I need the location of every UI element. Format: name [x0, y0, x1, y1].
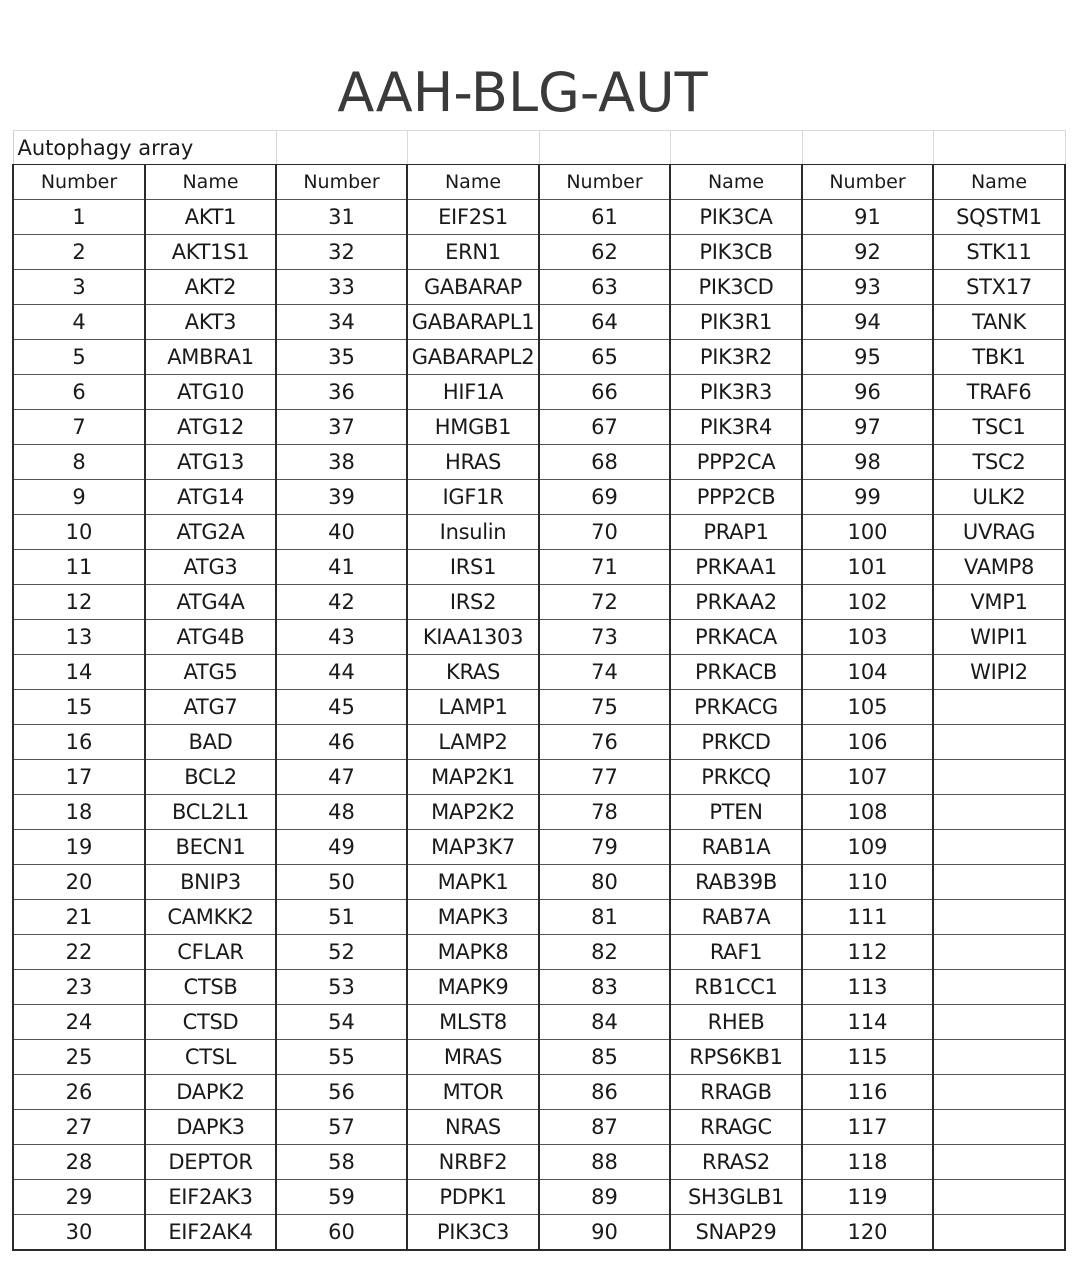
gene-name-cell [933, 1110, 1065, 1145]
number-cell: 16 [13, 725, 145, 760]
gene-name-cell: Insulin [407, 515, 539, 550]
gene-name-cell: EIF2S1 [407, 200, 539, 235]
gene-name-cell: RAB39B [670, 865, 802, 900]
gene-name-cell: PIK3CD [670, 270, 802, 305]
table-row [13, 970, 1065, 1005]
caption-empty-cell [276, 131, 407, 165]
gene-name-cell: PRAP1 [670, 515, 802, 550]
number-cell: 61 [539, 200, 670, 235]
table-row [13, 830, 1065, 865]
table-row [13, 1180, 1065, 1215]
number-cell: 97 [802, 410, 933, 445]
gene-name-cell: PIK3C3 [407, 1215, 539, 1251]
table-row [13, 865, 1065, 900]
column-header-number: Number [13, 165, 145, 200]
number-cell: 2 [13, 235, 145, 270]
page-title: AAH-BLG-AUT [337, 61, 708, 124]
table-row [13, 1145, 1065, 1180]
number-cell: 54 [276, 1005, 407, 1040]
gene-name-cell: IRS2 [407, 585, 539, 620]
gene-name-cell: EIF2AK3 [145, 1180, 276, 1215]
gene-name-cell: DAPK2 [145, 1075, 276, 1110]
caption-empty-cell [407, 131, 539, 165]
gene-name-cell: GABARAPL2 [407, 340, 539, 375]
number-cell: 94 [802, 305, 933, 340]
table-row [13, 235, 1065, 270]
number-cell: 99 [802, 480, 933, 515]
table-row [13, 305, 1065, 340]
gene-name-cell: CAMKK2 [145, 900, 276, 935]
gene-name-cell [933, 690, 1065, 725]
gene-name-cell: GABARAP [407, 270, 539, 305]
gene-name-cell: PRKCD [670, 725, 802, 760]
table-row [13, 795, 1065, 830]
gene-name-cell: MAPK9 [407, 970, 539, 1005]
number-cell: 43 [276, 620, 407, 655]
number-cell: 19 [13, 830, 145, 865]
number-cell: 23 [13, 970, 145, 1005]
gene-name-cell: BNIP3 [145, 865, 276, 900]
gene-name-cell: STK11 [933, 235, 1065, 270]
number-cell: 9 [13, 480, 145, 515]
gene-name-cell: UVRAG [933, 515, 1065, 550]
number-cell: 118 [802, 1145, 933, 1180]
number-cell: 80 [539, 865, 670, 900]
number-cell: 82 [539, 935, 670, 970]
gene-name-cell: TSC2 [933, 445, 1065, 480]
number-cell: 88 [539, 1145, 670, 1180]
gene-name-cell: BCL2 [145, 760, 276, 795]
table-row [13, 620, 1065, 655]
number-cell: 106 [802, 725, 933, 760]
number-cell: 111 [802, 900, 933, 935]
gene-name-cell: BECN1 [145, 830, 276, 865]
number-cell: 68 [539, 445, 670, 480]
gene-name-cell: IGF1R [407, 480, 539, 515]
number-cell: 1 [13, 200, 145, 235]
number-cell: 25 [13, 1040, 145, 1075]
gene-name-cell: TRAF6 [933, 375, 1065, 410]
table-row [13, 515, 1065, 550]
column-header-number: Number [276, 165, 407, 200]
number-cell: 45 [276, 690, 407, 725]
gene-name-cell: SH3GLB1 [670, 1180, 802, 1215]
number-cell: 63 [539, 270, 670, 305]
gene-name-cell: RAF1 [670, 935, 802, 970]
number-cell: 115 [802, 1040, 933, 1075]
gene-name-cell: ATG4A [145, 585, 276, 620]
number-cell: 33 [276, 270, 407, 305]
number-cell: 71 [539, 550, 670, 585]
gene-name-cell: PIK3CB [670, 235, 802, 270]
number-cell: 64 [539, 305, 670, 340]
gene-name-cell: PTEN [670, 795, 802, 830]
number-cell: 57 [276, 1110, 407, 1145]
number-cell: 8 [13, 445, 145, 480]
gene-name-cell: EIF2AK4 [145, 1215, 276, 1251]
caption-empty-cell [670, 131, 802, 165]
number-cell: 11 [13, 550, 145, 585]
number-cell: 90 [539, 1215, 670, 1251]
gene-name-cell: IRS1 [407, 550, 539, 585]
gene-name-cell: KIAA1303 [407, 620, 539, 655]
table-row [13, 445, 1065, 480]
gene-name-cell [933, 900, 1065, 935]
gene-name-cell: MTOR [407, 1075, 539, 1110]
gene-name-cell: RHEB [670, 1005, 802, 1040]
number-cell: 51 [276, 900, 407, 935]
number-cell: 48 [276, 795, 407, 830]
table-row [13, 340, 1065, 375]
gene-name-cell: HMGB1 [407, 410, 539, 445]
gene-name-cell: CTSL [145, 1040, 276, 1075]
number-cell: 47 [276, 760, 407, 795]
gene-name-cell: MAP2K2 [407, 795, 539, 830]
gene-name-cell: MLST8 [407, 1005, 539, 1040]
number-cell: 17 [13, 760, 145, 795]
gene-name-cell: AKT1S1 [145, 235, 276, 270]
table-caption: Autophagy array [13, 131, 276, 165]
column-header-name: Name [145, 165, 276, 200]
number-cell: 38 [276, 445, 407, 480]
gene-name-cell: PRKCQ [670, 760, 802, 795]
column-header-name: Name [407, 165, 539, 200]
number-cell: 22 [13, 935, 145, 970]
number-cell: 74 [539, 655, 670, 690]
number-cell: 72 [539, 585, 670, 620]
column-header-number: Number [539, 165, 670, 200]
gene-name-cell: BAD [145, 725, 276, 760]
gene-name-cell: PIK3R4 [670, 410, 802, 445]
number-cell: 46 [276, 725, 407, 760]
number-cell: 32 [276, 235, 407, 270]
gene-name-cell: PRKACG [670, 690, 802, 725]
gene-name-cell: PDPK1 [407, 1180, 539, 1215]
number-cell: 36 [276, 375, 407, 410]
number-cell: 13 [13, 620, 145, 655]
number-cell: 42 [276, 585, 407, 620]
gene-name-cell: ATG5 [145, 655, 276, 690]
gene-name-cell: MAPK8 [407, 935, 539, 970]
gene-name-cell: PRKACA [670, 620, 802, 655]
number-cell: 15 [13, 690, 145, 725]
number-cell: 5 [13, 340, 145, 375]
gene-name-cell: PIK3R1 [670, 305, 802, 340]
gene-name-cell: WIPI2 [933, 655, 1065, 690]
number-cell: 44 [276, 655, 407, 690]
number-cell: 49 [276, 830, 407, 865]
number-cell: 113 [802, 970, 933, 1005]
gene-name-cell: ATG14 [145, 480, 276, 515]
gene-name-cell: RRAS2 [670, 1145, 802, 1180]
number-cell: 117 [802, 1110, 933, 1145]
gene-name-cell: VMP1 [933, 585, 1065, 620]
gene-name-cell [933, 1145, 1065, 1180]
caption-empty-cell [539, 131, 670, 165]
gene-name-cell: AKT2 [145, 270, 276, 305]
table-row [13, 1215, 1065, 1251]
number-cell: 103 [802, 620, 933, 655]
table-row [13, 1040, 1065, 1075]
gene-name-cell: RPS6KB1 [670, 1040, 802, 1075]
gene-name-cell: LAMP2 [407, 725, 539, 760]
number-cell: 95 [802, 340, 933, 375]
header-row [13, 165, 1065, 200]
gene-name-cell: PRKAA2 [670, 585, 802, 620]
gene-name-cell: MAPK3 [407, 900, 539, 935]
number-cell: 112 [802, 935, 933, 970]
number-cell: 24 [13, 1005, 145, 1040]
table-row [13, 760, 1065, 795]
table-row [13, 200, 1065, 235]
caption-empty-cell [802, 131, 933, 165]
caption-row [13, 131, 1065, 165]
gene-name-cell: RAB7A [670, 900, 802, 935]
table-row [13, 270, 1065, 305]
gene-name-cell: TANK [933, 305, 1065, 340]
gene-name-cell: ATG13 [145, 445, 276, 480]
number-cell: 100 [802, 515, 933, 550]
number-cell: 41 [276, 550, 407, 585]
number-cell: 93 [802, 270, 933, 305]
number-cell: 104 [802, 655, 933, 690]
number-cell: 102 [802, 585, 933, 620]
number-cell: 62 [539, 235, 670, 270]
gene-name-cell [933, 1040, 1065, 1075]
gene-name-cell: AKT3 [145, 305, 276, 340]
gene-name-cell: RRAGC [670, 1110, 802, 1145]
table-row [13, 1110, 1065, 1145]
number-cell: 50 [276, 865, 407, 900]
number-cell: 10 [13, 515, 145, 550]
gene-name-cell: CTSB [145, 970, 276, 1005]
number-cell: 66 [539, 375, 670, 410]
gene-name-cell: CTSD [145, 1005, 276, 1040]
gene-name-cell: TSC1 [933, 410, 1065, 445]
number-cell: 85 [539, 1040, 670, 1075]
number-cell: 7 [13, 410, 145, 445]
gene-name-cell: ATG12 [145, 410, 276, 445]
number-cell: 91 [802, 200, 933, 235]
gene-name-cell: PRKAA1 [670, 550, 802, 585]
table-row [13, 900, 1065, 935]
number-cell: 114 [802, 1005, 933, 1040]
gene-name-cell: STX17 [933, 270, 1065, 305]
number-cell: 27 [13, 1110, 145, 1145]
gene-name-cell: KRAS [407, 655, 539, 690]
gene-name-cell [933, 1005, 1065, 1040]
number-cell: 58 [276, 1145, 407, 1180]
number-cell: 40 [276, 515, 407, 550]
gene-name-cell: HIF1A [407, 375, 539, 410]
number-cell: 81 [539, 900, 670, 935]
number-cell: 108 [802, 795, 933, 830]
gene-name-cell: ATG4B [145, 620, 276, 655]
gene-name-cell: ATG2A [145, 515, 276, 550]
number-cell: 69 [539, 480, 670, 515]
table-row [13, 690, 1065, 725]
number-cell: 92 [802, 235, 933, 270]
gene-name-cell [933, 865, 1065, 900]
column-header-name: Name [933, 165, 1065, 200]
number-cell: 70 [539, 515, 670, 550]
gene-name-cell: ATG7 [145, 690, 276, 725]
gene-name-cell [933, 830, 1065, 865]
gene-name-cell: ULK2 [933, 480, 1065, 515]
gene-name-cell: SQSTM1 [933, 200, 1065, 235]
gene-name-cell: ERN1 [407, 235, 539, 270]
number-cell: 6 [13, 375, 145, 410]
gene-name-cell: PPP2CB [670, 480, 802, 515]
table-row [13, 410, 1065, 445]
number-cell: 28 [13, 1145, 145, 1180]
gene-name-cell: ATG10 [145, 375, 276, 410]
number-cell: 79 [539, 830, 670, 865]
number-cell: 37 [276, 410, 407, 445]
gene-name-cell: RB1CC1 [670, 970, 802, 1005]
gene-name-cell [933, 1180, 1065, 1215]
table-row [13, 1075, 1065, 1110]
gene-name-cell: TBK1 [933, 340, 1065, 375]
gene-name-cell [933, 935, 1065, 970]
number-cell: 60 [276, 1215, 407, 1251]
gene-name-cell: GABARAPL1 [407, 305, 539, 340]
gene-name-cell: NRAS [407, 1110, 539, 1145]
gene-name-cell: PRKACB [670, 655, 802, 690]
gene-name-cell: PIK3R3 [670, 375, 802, 410]
gene-name-cell: CFLAR [145, 935, 276, 970]
number-cell: 96 [802, 375, 933, 410]
number-cell: 14 [13, 655, 145, 690]
number-cell: 87 [539, 1110, 670, 1145]
gene-name-cell [933, 1215, 1065, 1251]
gene-name-cell: PPP2CA [670, 445, 802, 480]
number-cell: 89 [539, 1180, 670, 1215]
number-cell: 30 [13, 1215, 145, 1251]
table-row [13, 480, 1065, 515]
number-cell: 3 [13, 270, 145, 305]
number-cell: 101 [802, 550, 933, 585]
number-cell: 52 [276, 935, 407, 970]
table-row [13, 375, 1065, 410]
number-cell: 12 [13, 585, 145, 620]
gene-name-cell [933, 725, 1065, 760]
gene-name-cell: ATG3 [145, 550, 276, 585]
gene-name-cell: HRAS [407, 445, 539, 480]
number-cell: 67 [539, 410, 670, 445]
number-cell: 59 [276, 1180, 407, 1215]
number-cell: 120 [802, 1215, 933, 1251]
gene-name-cell: DEPTOR [145, 1145, 276, 1180]
number-cell: 20 [13, 865, 145, 900]
gene-name-cell: LAMP1 [407, 690, 539, 725]
gene-name-cell: PIK3CA [670, 200, 802, 235]
gene-name-cell: NRBF2 [407, 1145, 539, 1180]
gene-name-cell: DAPK3 [145, 1110, 276, 1145]
gene-name-cell: MAPK1 [407, 865, 539, 900]
gene-name-cell: WIPI1 [933, 620, 1065, 655]
gene-name-cell [933, 760, 1065, 795]
number-cell: 4 [13, 305, 145, 340]
gene-name-cell [933, 970, 1065, 1005]
table-row [13, 585, 1065, 620]
table-row [13, 550, 1065, 585]
number-cell: 78 [539, 795, 670, 830]
autophagy-array-table [12, 130, 1066, 1251]
gene-name-cell: AMBRA1 [145, 340, 276, 375]
number-cell: 119 [802, 1180, 933, 1215]
number-cell: 56 [276, 1075, 407, 1110]
number-cell: 18 [13, 795, 145, 830]
number-cell: 73 [539, 620, 670, 655]
number-cell: 107 [802, 760, 933, 795]
number-cell: 39 [276, 480, 407, 515]
number-cell: 83 [539, 970, 670, 1005]
number-cell: 77 [539, 760, 670, 795]
number-cell: 55 [276, 1040, 407, 1075]
gene-name-cell: SNAP29 [670, 1215, 802, 1251]
column-header-name: Name [670, 165, 802, 200]
table-row [13, 1005, 1065, 1040]
number-cell: 75 [539, 690, 670, 725]
number-cell: 86 [539, 1075, 670, 1110]
number-cell: 65 [539, 340, 670, 375]
gene-name-cell: MAP3K7 [407, 830, 539, 865]
number-cell: 31 [276, 200, 407, 235]
gene-name-cell: MAP2K1 [407, 760, 539, 795]
number-cell: 105 [802, 690, 933, 725]
gene-name-cell: MRAS [407, 1040, 539, 1075]
gene-name-cell [933, 1075, 1065, 1110]
number-cell: 84 [539, 1005, 670, 1040]
gene-name-cell: PIK3R2 [670, 340, 802, 375]
gene-name-cell: RAB1A [670, 830, 802, 865]
column-header-number: Number [802, 165, 933, 200]
number-cell: 98 [802, 445, 933, 480]
number-cell: 35 [276, 340, 407, 375]
table-row [13, 655, 1065, 690]
number-cell: 53 [276, 970, 407, 1005]
gene-name-cell: AKT1 [145, 200, 276, 235]
number-cell: 29 [13, 1180, 145, 1215]
number-cell: 116 [802, 1075, 933, 1110]
caption-empty-cell [933, 131, 1065, 165]
number-cell: 21 [13, 900, 145, 935]
table-row [13, 725, 1065, 760]
number-cell: 109 [802, 830, 933, 865]
number-cell: 34 [276, 305, 407, 340]
number-cell: 110 [802, 865, 933, 900]
table-row [13, 935, 1065, 970]
number-cell: 26 [13, 1075, 145, 1110]
gene-name-cell [933, 795, 1065, 830]
gene-name-cell: RRAGB [670, 1075, 802, 1110]
number-cell: 76 [539, 725, 670, 760]
gene-name-cell: VAMP8 [933, 550, 1065, 585]
gene-name-cell: BCL2L1 [145, 795, 276, 830]
